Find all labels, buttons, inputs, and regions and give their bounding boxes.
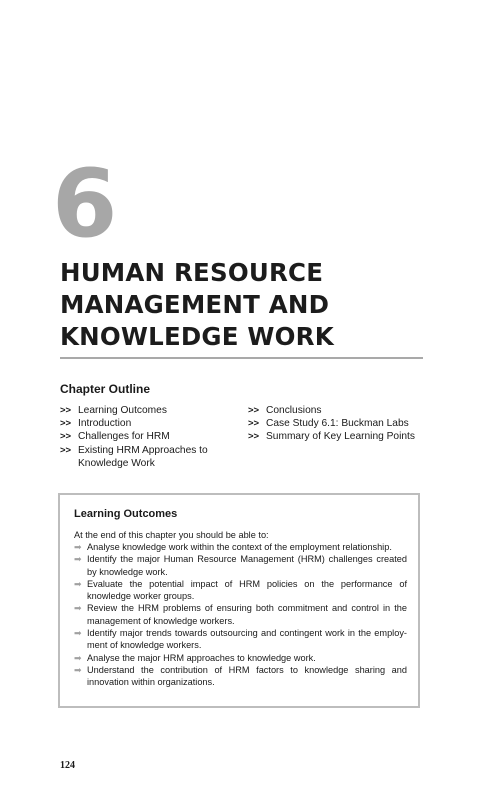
outline-marker: >>: [248, 431, 260, 443]
learning-outcome-text: Identify major trends towards outsourcing and contingent work in the employ-ment of knowledge workers.: [87, 628, 407, 651]
outline-marker: >>: [60, 418, 72, 430]
outline-marker: >>: [60, 405, 72, 416]
learning-outcomes-list: [74, 541, 407, 689]
outline-item-label: Learning Outcomes: [78, 405, 167, 416]
learning-outcome-item: [74, 602, 407, 627]
outline-item: [60, 417, 240, 430]
chapter-title-line: MANAGEMENT AND: [60, 290, 330, 319]
learning-outcome-item: [74, 652, 407, 664]
chapter-outline-left-column: [60, 404, 240, 470]
learning-outcome-item: [74, 578, 407, 603]
title-divider: [60, 357, 423, 359]
outline-marker: >>: [60, 431, 72, 443]
outline-item-label: Conclusions: [266, 405, 322, 416]
learning-outcome-text: Review the HRM problems of ensuring both commitment and control in the management of knowledge workers.: [87, 603, 407, 626]
learning-outcomes-heading: Learning Outcomes: [74, 508, 178, 520]
learning-outcome-text: Analyse knowledge work within the context of the employment relationship.: [87, 542, 392, 552]
page-number: 124: [60, 760, 75, 771]
chapter-outline-right-column: [248, 404, 423, 444]
arrow-right-icon: ➡: [74, 628, 82, 639]
outline-marker: >>: [248, 418, 260, 430]
chapter-title-line: HUMAN RESOURCE: [60, 258, 324, 287]
learning-outcome-item: [74, 627, 407, 652]
outline-item: [60, 404, 240, 417]
learning-outcome-text: Analyse the major HRM approaches to knowledge work.: [87, 652, 316, 663]
arrow-right-icon: ➡: [74, 578, 82, 589]
outline-item-label: Existing HRM Approaches to Knowledge Work: [78, 444, 208, 469]
arrow-right-icon: ➡: [74, 603, 82, 614]
outline-item: [60, 430, 240, 443]
learning-outcome-item: [74, 553, 407, 578]
outline-item: [248, 430, 423, 443]
learning-outcomes-intro: At the end of this chapter you should be able to:: [74, 530, 269, 540]
outline-item: [248, 417, 423, 430]
outline-marker: >>: [60, 444, 72, 456]
outline-item-label: Challenges for HRM: [78, 431, 170, 443]
learning-outcome-item: [74, 541, 407, 553]
arrow-right-icon: ➡: [74, 652, 82, 663]
outline-marker: >>: [248, 405, 260, 416]
chapter-outline-heading: Chapter Outline: [60, 382, 151, 396]
chapter-number: 6: [52, 150, 116, 259]
arrow-right-icon: ➡: [74, 542, 82, 552]
outline-item: [248, 404, 423, 417]
outline-item-label: Case Study 6.1: Buckman Labs: [266, 418, 409, 430]
learning-outcome-text: Understand the contribution of HRM factors to knowledge sharing and innovation within organizations.: [87, 664, 407, 688]
arrow-right-icon: ➡: [74, 664, 82, 675]
learning-outcome-text: Identify the major Human Resource Management (HRM) challenges created by knowledge work.: [87, 554, 407, 577]
learning-outcome-item: [74, 664, 407, 689]
outline-item: [60, 444, 240, 470]
outline-item-label: Summary of Key Learning Points: [266, 431, 415, 443]
arrow-right-icon: ➡: [74, 554, 82, 565]
chapter-title: [60, 257, 440, 353]
outline-item-label: Introduction: [78, 418, 132, 430]
learning-outcome-text: Evaluate the potential impact of HRM policies on the performance of knowledge worker groups.: [87, 578, 407, 602]
chapter-title-line: KNOWLEDGE WORK: [60, 322, 334, 351]
